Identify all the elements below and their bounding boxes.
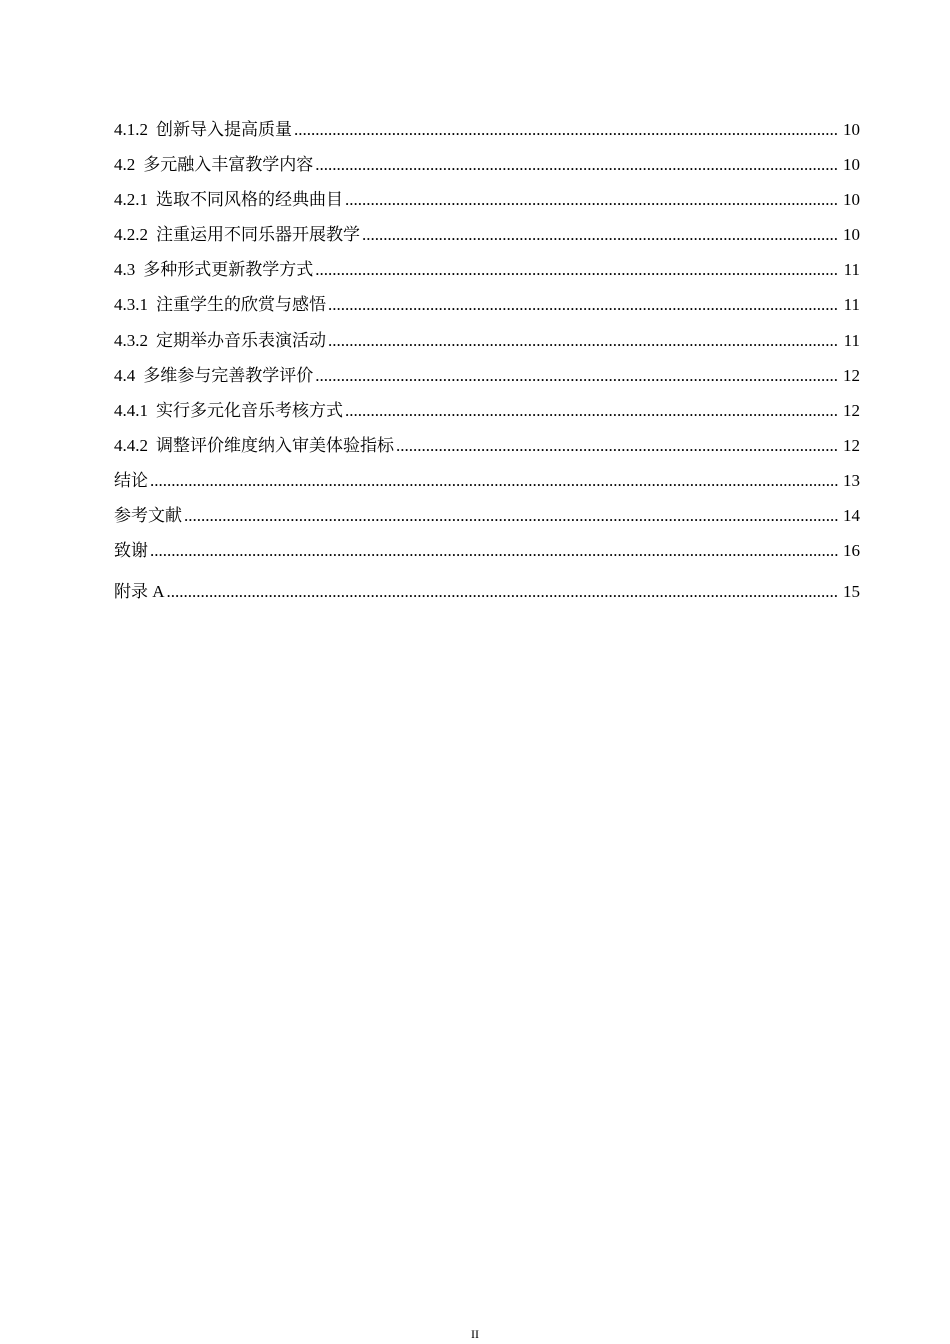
dot-leader xyxy=(315,147,838,182)
toc-entry-page: 11 xyxy=(843,260,860,280)
toc-entry-page: 15 xyxy=(843,582,860,602)
toc-entry-title: 注重运用不同乐器开展教学 xyxy=(156,225,360,245)
toc-entry-references[interactable] xyxy=(114,498,860,533)
dot-leader xyxy=(150,533,838,568)
toc-entry-4-2-2[interactable] xyxy=(114,217,860,252)
dot-leader xyxy=(328,323,838,358)
toc-entry-number: 4.3 xyxy=(114,260,136,280)
toc-entry-title: 实行多元化音乐考核方式 xyxy=(156,400,343,420)
toc-entry-page: 11 xyxy=(843,330,860,350)
toc-entry-appendix-a[interactable] xyxy=(114,568,860,608)
toc-entry-title: 注重学生的欣赏与感悟 xyxy=(156,295,326,315)
toc-entry-title: 参考文献 xyxy=(114,506,182,526)
toc-entry-page: 13 xyxy=(843,470,860,490)
dot-leader xyxy=(150,463,838,498)
dot-leader xyxy=(396,428,838,463)
toc-entry-title: 调整评价维度纳入审美体验指标 xyxy=(156,435,394,455)
toc-entry-page: 12 xyxy=(843,400,860,420)
toc-entry-4-3-2[interactable] xyxy=(114,323,860,358)
toc-entry-page: 12 xyxy=(843,435,860,455)
toc-entry-title: 结论 xyxy=(114,470,148,490)
dot-leader xyxy=(315,358,838,393)
toc-entry-title: 多元融入丰富教学内容 xyxy=(143,155,314,175)
toc-entry-page: 10 xyxy=(843,190,860,210)
toc-entry-page: 10 xyxy=(843,225,860,245)
toc-entry-title: 定期举办音乐表演活动 xyxy=(156,330,326,350)
toc-entry-page: 14 xyxy=(843,506,860,526)
toc-entry-number: 4.1.2 xyxy=(114,120,148,139)
toc-entry-page: 10 xyxy=(843,155,860,175)
toc-entry-4-2-1[interactable] xyxy=(114,182,860,217)
dot-leader xyxy=(328,287,838,322)
toc-entry-title: 多维参与完善教学评价 xyxy=(143,365,314,385)
toc-entry-page: 16 xyxy=(843,541,860,561)
dot-leader xyxy=(345,393,838,428)
toc-entry-number: 4.2 xyxy=(114,155,136,175)
table-of-contents xyxy=(114,112,860,608)
toc-entry-title: 多种形式更新教学方式 xyxy=(143,260,314,280)
toc-entry-conclusion[interactable] xyxy=(114,463,860,498)
toc-entry-4-4-1[interactable] xyxy=(114,393,860,428)
toc-entry-title: 选取不同风格的经典曲目 xyxy=(156,190,343,210)
dot-leader xyxy=(294,112,838,147)
toc-entry-4-2[interactable] xyxy=(114,147,860,182)
toc-entry-4-3[interactable] xyxy=(114,252,860,287)
toc-entry-page: 11 xyxy=(843,295,860,315)
toc-entry-acknowledgements[interactable] xyxy=(114,533,860,568)
toc-entry-number: 4.3.2 xyxy=(114,330,148,350)
toc-entry-page: 10 xyxy=(843,120,860,139)
dot-leader xyxy=(345,182,838,217)
toc-entry-title: 致谢 xyxy=(114,541,148,561)
toc-entry-page: 12 xyxy=(843,365,860,385)
toc-entry-number: 4.2.1 xyxy=(114,190,148,210)
dot-leader xyxy=(362,217,838,252)
toc-entry-4-3-1[interactable] xyxy=(114,287,860,322)
dot-leader xyxy=(167,568,838,616)
toc-entry-title: 附录 A xyxy=(114,582,165,602)
toc-entry-number: 4.4.1 xyxy=(114,400,148,420)
page-number-footer: II xyxy=(471,1327,479,1341)
toc-entry-number: 4.4 xyxy=(114,365,136,385)
dot-leader xyxy=(184,498,838,533)
toc-entry-number: 4.2.2 xyxy=(114,225,148,245)
toc-entry-number: 4.4.2 xyxy=(114,435,148,455)
toc-entry-4-4[interactable] xyxy=(114,358,860,393)
toc-entry-4-4-2[interactable] xyxy=(114,428,860,463)
toc-entry-title: 创新导入提高质量 xyxy=(156,120,292,139)
dot-leader xyxy=(315,252,838,287)
toc-entry-number: 4.3.1 xyxy=(114,295,148,315)
toc-entry-4-1-2[interactable] xyxy=(114,112,860,147)
